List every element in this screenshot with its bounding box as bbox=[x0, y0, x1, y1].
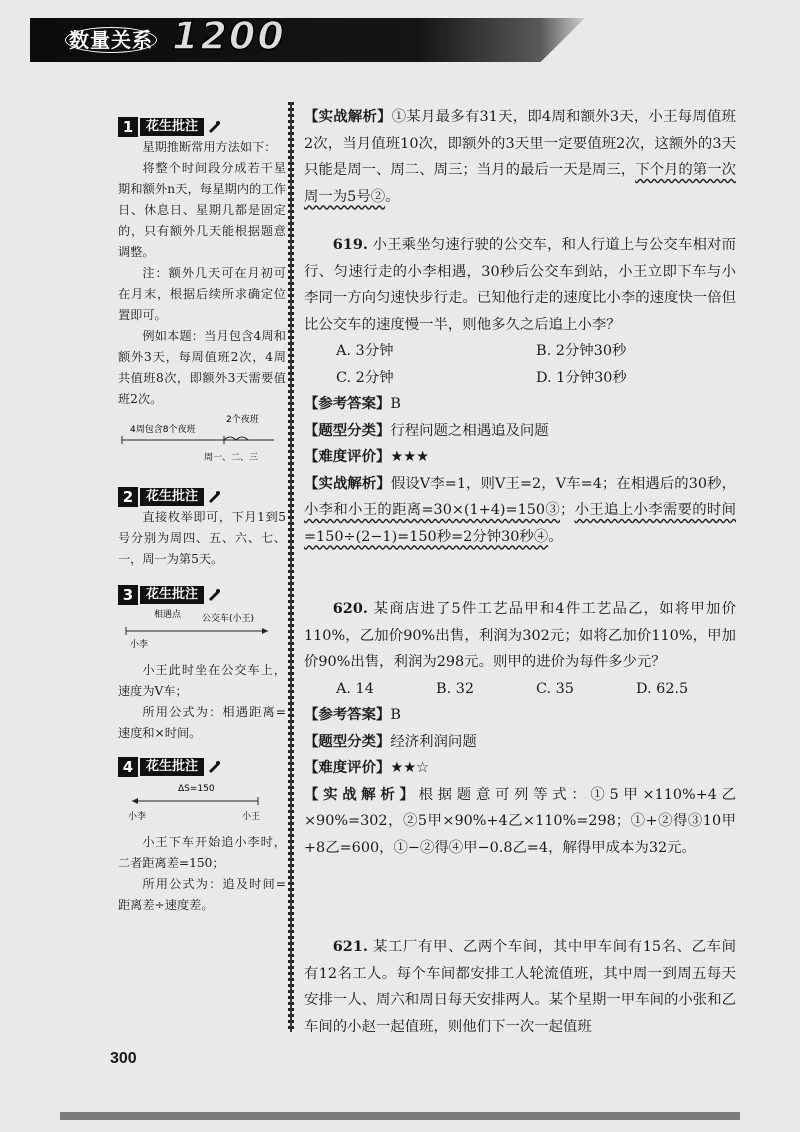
column-divider bbox=[288, 102, 294, 1032]
sidebar-note-1 bbox=[118, 116, 286, 477]
difficulty-stars: ★★☆ bbox=[390, 760, 430, 776]
option-b: B. 32 bbox=[436, 680, 475, 697]
type-value: 行程问题之相遇追及问题 bbox=[390, 422, 549, 439]
analysis-tag: 【实战解析】 bbox=[304, 474, 391, 492]
week-diagram bbox=[118, 410, 278, 470]
note-number: 4 bbox=[118, 757, 138, 777]
options bbox=[304, 676, 736, 703]
option-d: D. 62.5 bbox=[636, 680, 689, 697]
sidebar-note-3 bbox=[118, 584, 286, 744]
analysis-highlight: 小王追上小李需要的时间=150÷(2−1)=150秒=2分钟30秒④ bbox=[304, 502, 736, 545]
answer-tag: 【参考答案】 bbox=[304, 706, 391, 723]
option-c: C. 35 bbox=[536, 680, 574, 697]
meeting-diagram bbox=[118, 605, 278, 653]
note-text: 直接枚举即可，下月1到5号分别为周四、五、六、七、一，周一为第5天。 bbox=[118, 510, 286, 566]
difficulty-tag: 【难度评价】 bbox=[304, 448, 391, 465]
analysis-text: 。 bbox=[385, 188, 400, 205]
note-text: 注：额外几天可在月初可在月末，根据后续所求确定位置即可。 bbox=[118, 266, 286, 322]
diagram-label: 2个夜班 bbox=[226, 415, 259, 425]
question-620 bbox=[304, 596, 736, 861]
sidebar-note-4 bbox=[118, 756, 286, 916]
difficulty-tag: 【难度评价】 bbox=[304, 759, 391, 776]
answer-value: B bbox=[390, 396, 401, 412]
answer-value: B bbox=[390, 707, 401, 723]
previous-analysis bbox=[304, 104, 736, 210]
note-text: 所用公式为：追及时间=距离差÷速度差。 bbox=[118, 877, 286, 912]
question-number: 619. bbox=[332, 236, 368, 253]
option-b: B. 2分钟30秒 bbox=[536, 343, 627, 359]
diagram-label: 4周包含8个夜班 bbox=[130, 425, 196, 435]
peanut-icon bbox=[207, 120, 221, 134]
note-text: 例如本题：当月包含4周和额外3天，每周值班2次，4周共值班8次，即额外3天需要值班2次。 bbox=[118, 329, 286, 406]
analysis-tag: 【实战解析】 bbox=[304, 785, 419, 803]
peanut-icon bbox=[207, 760, 221, 774]
page-number: 300 bbox=[110, 1050, 137, 1067]
header-title: 数量关系 bbox=[65, 24, 159, 53]
diagram-label: 相遇点 bbox=[154, 610, 182, 620]
note-label: 花生批注 bbox=[140, 488, 204, 506]
note-number: 2 bbox=[118, 487, 138, 507]
answer-tag: 【参考答案】 bbox=[304, 395, 391, 412]
option-a: A. 14 bbox=[336, 680, 374, 697]
difficulty-stars: ★★★ bbox=[390, 449, 430, 465]
analysis-highlight: 小李和小王的距离=30×(1+4)=150③ bbox=[304, 502, 561, 518]
question-number: 620. bbox=[332, 600, 368, 617]
note-label: 花生批注 bbox=[140, 118, 204, 136]
note-text: 所用公式为：相遇距离=速度和×时间。 bbox=[118, 705, 286, 740]
question-621 bbox=[304, 934, 736, 1040]
analysis-text: ； bbox=[560, 502, 575, 518]
diagram-label: 公交车(小王) bbox=[202, 614, 255, 624]
page-edge bbox=[60, 1112, 740, 1120]
type-tag: 【题型分类】 bbox=[304, 732, 391, 750]
diagram-label: 小李 bbox=[130, 640, 149, 650]
analysis-tag: 【实战解析】 bbox=[304, 108, 392, 125]
note-number: 1 bbox=[118, 117, 138, 137]
note-text: 星期推断常用方法如下： bbox=[142, 140, 277, 154]
note-number: 3 bbox=[118, 585, 138, 605]
peanut-icon bbox=[207, 490, 221, 504]
question-number: 621. bbox=[332, 938, 368, 955]
diagram-label: 小王 bbox=[242, 812, 261, 822]
note-title bbox=[118, 116, 286, 137]
options bbox=[304, 338, 736, 391]
question-text: 某商店进了5件工艺品甲和4件工艺品乙，如将甲加价110%，乙加价90%出售，利润为302元；如将乙加价110%，甲加价90%出售，利润为298元。则甲的进价为每件多少元？ bbox=[304, 601, 736, 670]
option-d: D. 1分钟30秒 bbox=[536, 369, 627, 386]
type-tag: 【题型分类】 bbox=[304, 421, 391, 439]
diagram-label: 周一、二、三 bbox=[204, 453, 259, 463]
analysis-highlight: 下个月的第一次周一为5号② bbox=[304, 162, 736, 205]
header-number: 1200 bbox=[172, 14, 286, 58]
option-a: A. 3分钟 bbox=[336, 343, 394, 359]
analysis-text: ①某月最多有31天，即4周和额外3天，小王每周值班2次，当月值班10次，即额外的3天里一定要值班2次，这额外的3天只能是周一、周二、周三；当月的最后一天是周三， bbox=[304, 109, 736, 178]
analysis-text: 。 bbox=[548, 528, 563, 545]
peanut-icon bbox=[207, 588, 221, 602]
note-label: 花生批注 bbox=[140, 586, 204, 604]
note-label: 花生批注 bbox=[140, 758, 204, 776]
chase-diagram bbox=[118, 777, 278, 825]
option-c: C. 2分钟 bbox=[336, 369, 394, 386]
type-value: 经济利润问题 bbox=[390, 733, 477, 750]
question-text: 某工厂有甲、乙两个车间，其中甲车间有15名、乙车间有12名工人。每个车间都安排工人轮流值班，其中周一到周五每天安排一人、周六和周日每天安排两人。某个星期一甲车间的小张和乙车间的小赵一起值班，则他们下一次一起值班 bbox=[304, 939, 736, 1035]
question-619 bbox=[304, 232, 736, 550]
analysis-text: 假设V李=1，则V王=2，V车=4；在相遇后的30秒， bbox=[390, 475, 736, 492]
diagram-label: ΔS=150 bbox=[178, 784, 215, 794]
note-text: 将整个时间段分成若干星期和额外n天，每星期内的工作日、休息日、星期几都是固定的，只有额外几天能根据题意调整。 bbox=[118, 161, 286, 259]
question-text: 小王乘坐匀速行驶的公交车，和人行道上与公交车相对而行、匀速行走的小李相遇，30秒后公交车到站，小王立即下车与小李同一方向匀速快步行走。已知他行走的速度比小李的速度快一倍但比公交车的速度慢一半，则他多久之后追上小李？ bbox=[304, 237, 736, 333]
sidebar-note-2 bbox=[118, 486, 286, 570]
note-text: 小王此时坐在公交车上，速度为V车； bbox=[118, 663, 286, 698]
analysis-text: 根据题意可列等式：①5甲×110%+4乙×90%=302，②5甲×90%+4乙×110%=298；①+②得③10甲+8乙=600，①−②得④甲−0.8乙=4，解得甲成本为32元。 bbox=[304, 786, 736, 856]
note-text: 小王下车开始追小李时，二者距离差=150； bbox=[118, 835, 286, 870]
diagram-label: 小李 bbox=[128, 812, 147, 822]
